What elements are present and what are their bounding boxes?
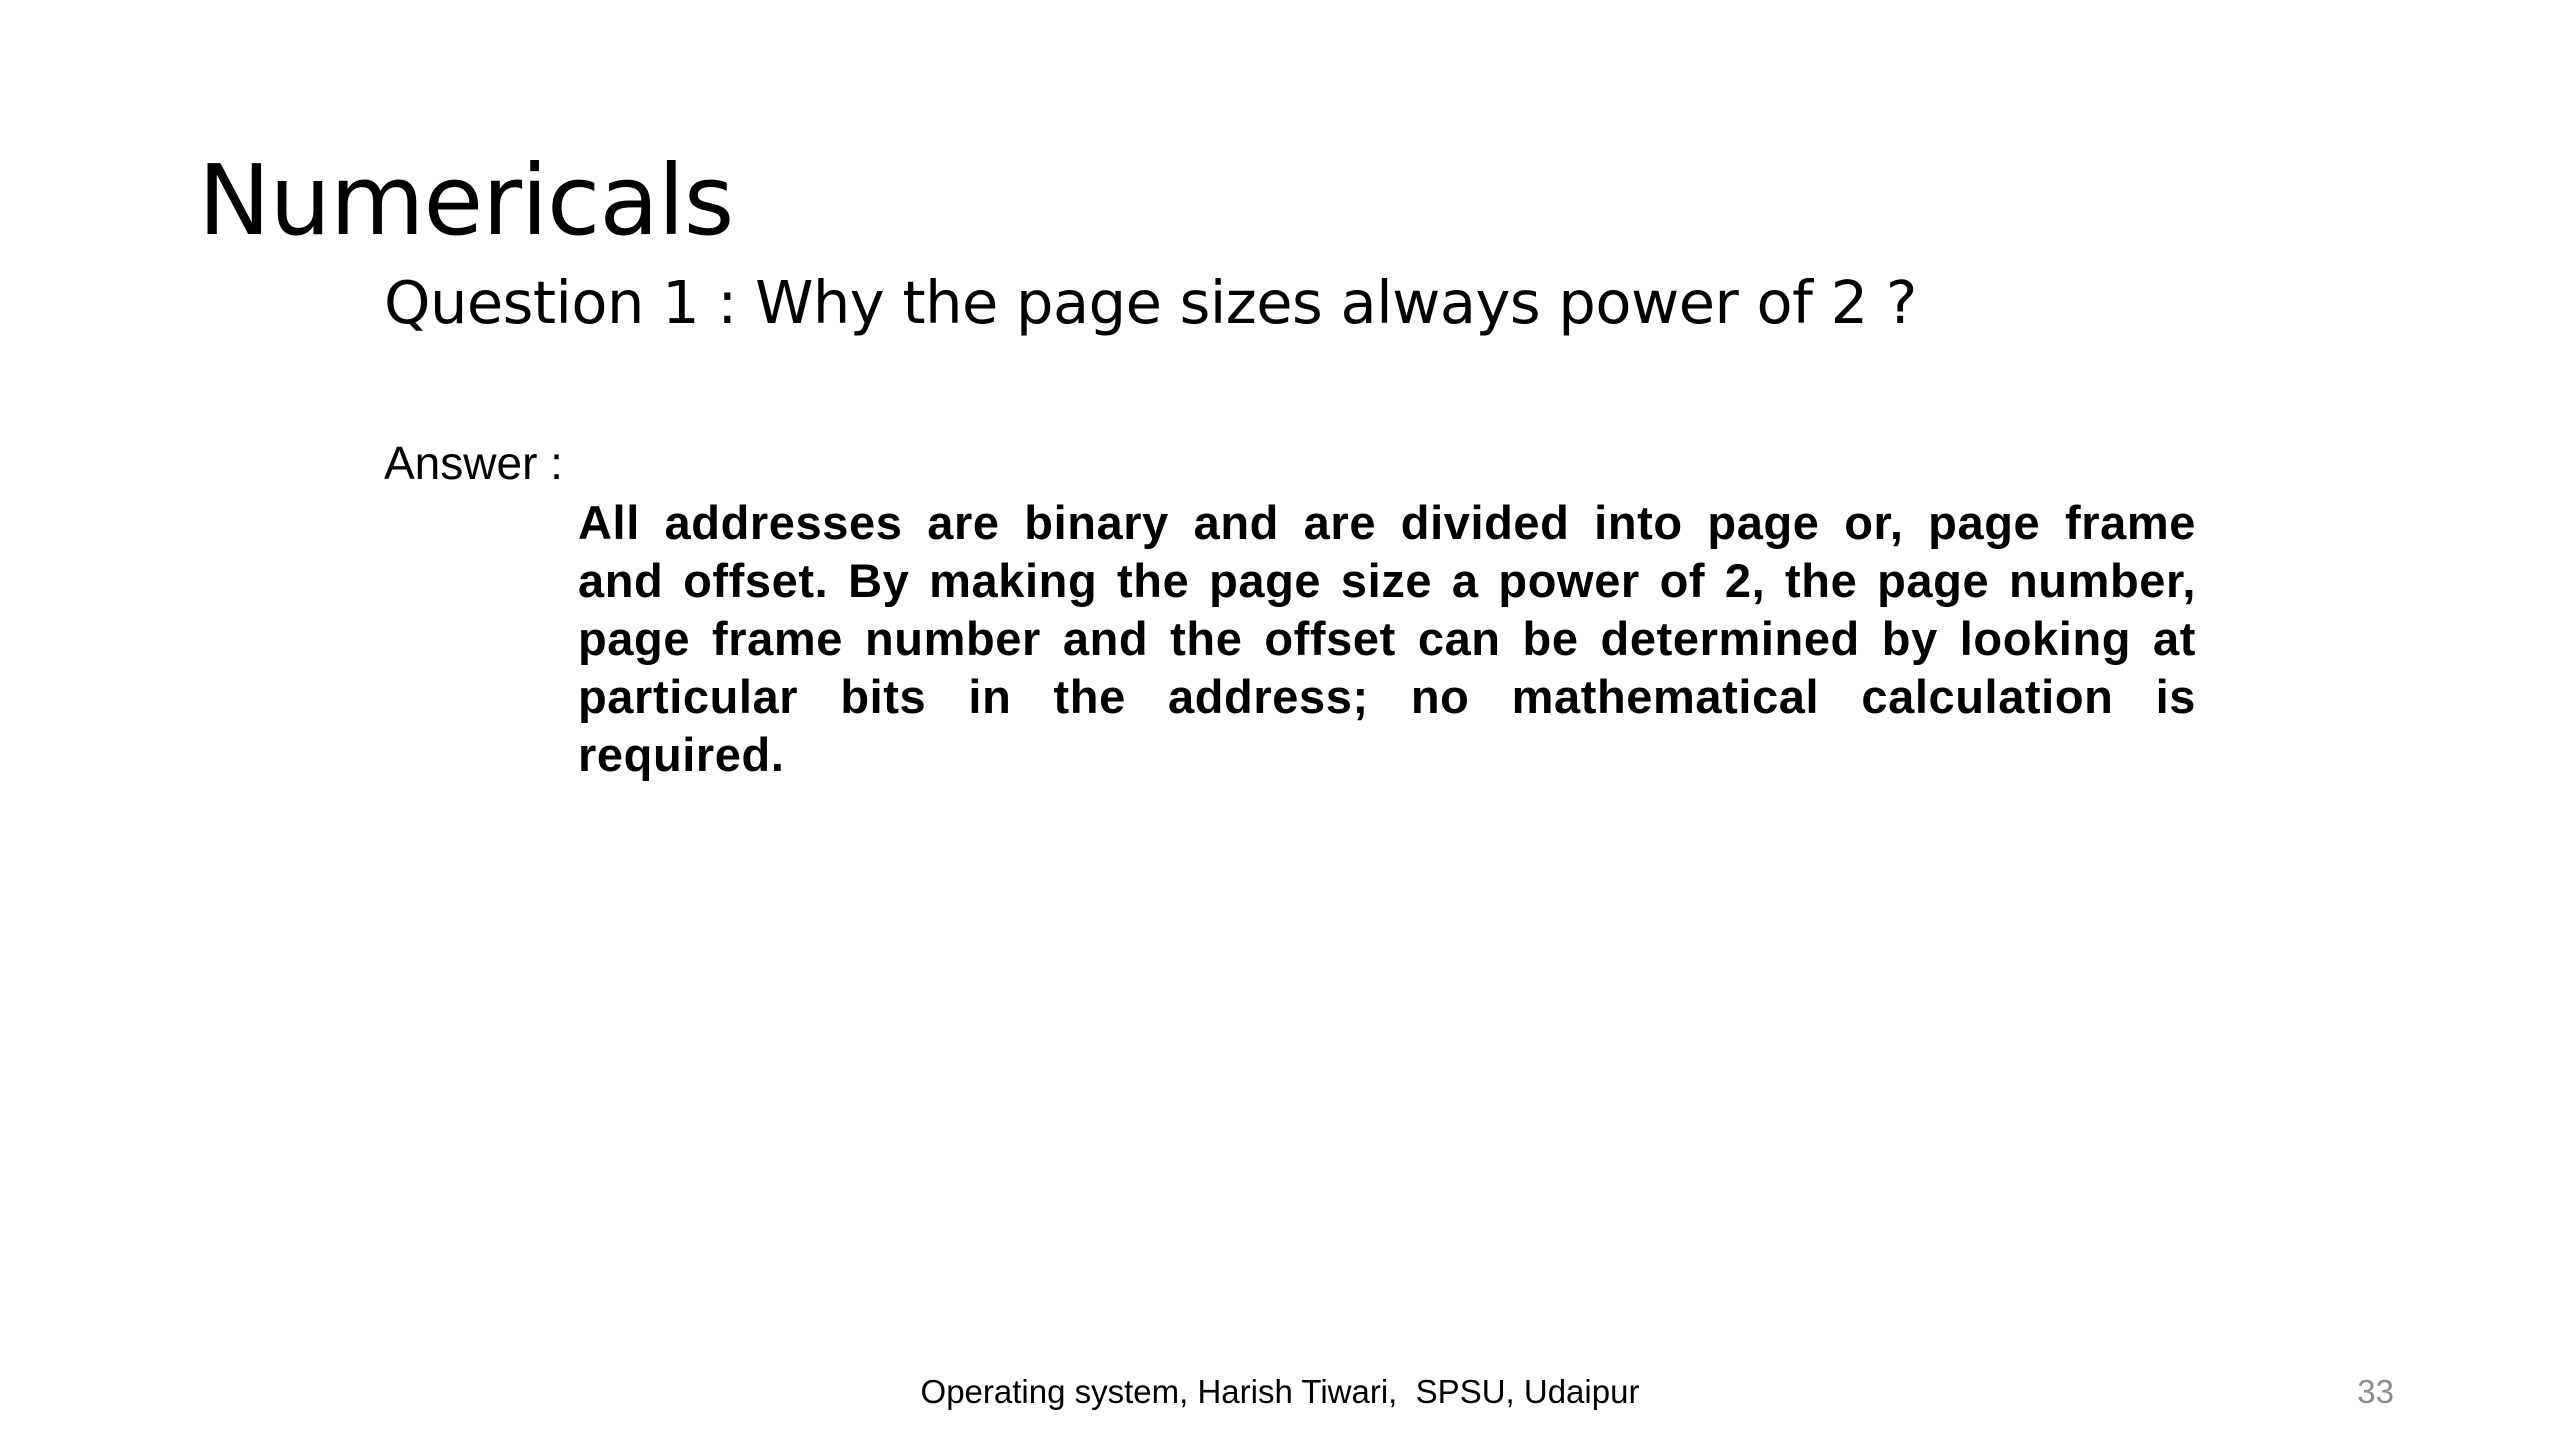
- slide-number: 33: [2357, 1373, 2394, 1410]
- question-text: Question 1 : Why the page sizes always power of 2 ?: [384, 268, 1917, 337]
- answer-body: All addresses are binary and are divided into page or, page frame and offset. By making the page size a power of 2, the page number, page frame number and the offset can be determined by looking at particular bits in the address; no mathematical calculation is required.: [578, 496, 2196, 781]
- slide-footer: Operating system, Harish Tiwari, SPSU, Udaipur: [920, 1373, 1640, 1410]
- answer-label: Answer :: [384, 437, 563, 489]
- slide-title: Numericals: [198, 144, 734, 257]
